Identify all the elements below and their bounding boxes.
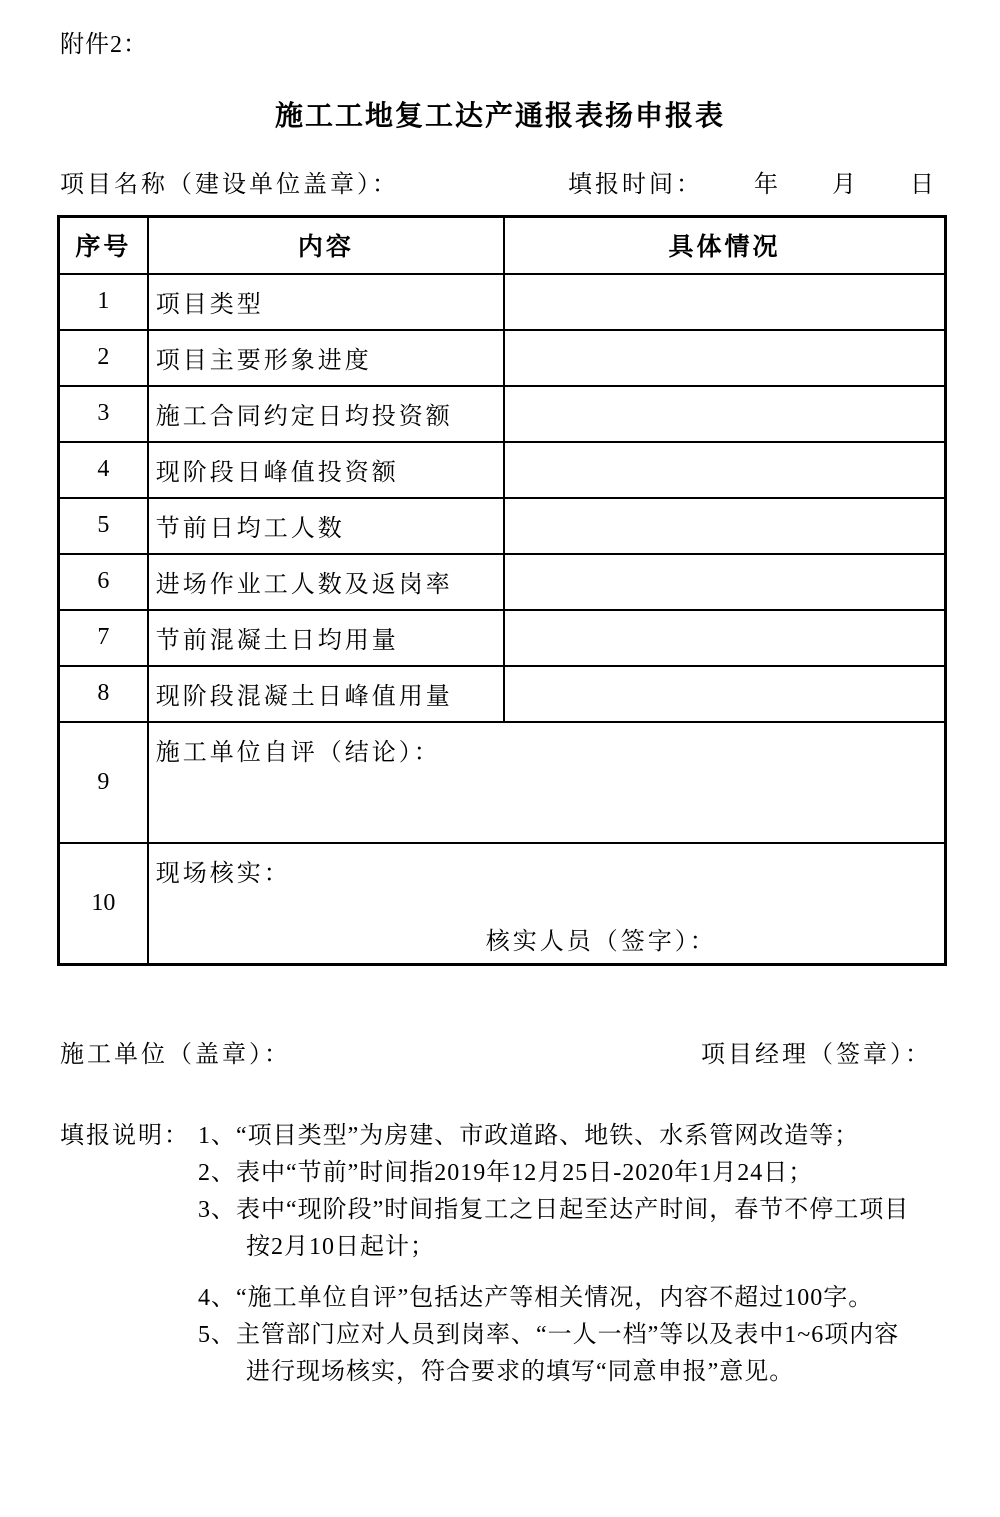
fill-time-label: 填报时间： [568,172,703,198]
header-content: 内容 [148,217,504,274]
row-no: 8 [59,666,148,722]
row-no: 7 [59,610,148,666]
note-number: 2、 [198,1160,236,1186]
note-number: 5、 [198,1322,236,1348]
note-number: 1、 [198,1123,236,1149]
site-verification-cell [148,843,946,965]
note-item-5 [198,1317,916,1391]
row-content: 节前混凝土日均用量 [148,610,504,666]
signature-line [60,1034,932,1069]
project-manager-sign-label: 项目经理（签章）： [701,1042,932,1068]
row-no: 6 [59,554,148,610]
row-content: 项目类型 [148,274,504,330]
meta-row [60,164,937,199]
row-no: 2 [59,330,148,386]
table-row [59,666,946,722]
application-form-table [57,215,947,966]
note-item-2 [198,1155,916,1192]
table-row [59,554,946,610]
row-no: 5 [59,498,148,554]
table-row [59,610,946,666]
self-evaluation-cell: 施工单位自评（结论）： [148,722,946,843]
note-item-1 [198,1118,916,1155]
detail-cell [504,274,946,330]
page-title: 施工工地复工达产通报表扬申报表 [274,101,725,132]
row-no: 10 [59,843,148,965]
year-label: 年 [754,172,781,198]
detail-cell [504,330,946,386]
row-no: 9 [59,722,148,843]
detail-cell [504,386,946,442]
table-row [59,442,946,498]
note-text: 表中“节前”时间指2019年12月25日-2020年1月24日； [236,1160,814,1186]
row-no: 3 [59,386,148,442]
row-content: 项目主要形象进度 [148,330,504,386]
row-content: 施工合同约定日均投资额 [148,386,504,442]
month-label: 月 [832,172,859,198]
project-name-label: 项目名称（建设单位盖章）： [60,172,399,198]
row-content: 进场作业工人数及返岗率 [148,554,504,610]
row-content: 现阶段日峰值投资额 [148,442,504,498]
table-row [59,274,946,330]
row-content: 现阶段混凝土日峰值用量 [148,666,504,722]
table-row [59,330,946,386]
table-row [59,498,946,554]
note-text: 表中“现阶段”时间指复工之日起至达产时间，春节不停工项目按2月10日起计； [236,1197,910,1260]
fill-time-group [568,164,937,199]
detail-cell [504,498,946,554]
note-text: “施工单位自评”包括达产等相关情况，内容不超过100字。 [236,1285,874,1311]
filling-instructions-list [198,1118,916,1391]
filling-instructions [60,1118,916,1391]
table-row-self-evaluation [59,722,946,843]
row-no: 1 [59,274,148,330]
verifier-signature-label: 核实人员（签字）： [485,928,717,955]
note-item-3 [198,1192,916,1266]
detail-cell [504,442,946,498]
note-number: 3、 [198,1197,236,1223]
note-number: 4、 [198,1285,236,1311]
table-row [59,386,946,442]
note-item-4 [198,1280,916,1317]
table-row-site-verification [59,843,946,965]
detail-cell [504,554,946,610]
construction-unit-seal-label: 施工单位（盖章）： [60,1042,291,1068]
header-no: 序号 [59,217,148,274]
detail-cell [504,666,946,722]
filling-instructions-label: 填报说明： [60,1123,190,1149]
table-header-row [59,217,946,274]
site-verification-label: 现场核实： [155,860,291,887]
row-content: 节前日均工人数 [148,498,504,554]
header-detail: 具体情况 [504,217,946,274]
day-label: 日 [910,172,937,198]
note-text: 主管部门应对人员到岗率、“一人一档”等以及表中1~6项内容进行现场核实，符合要求的填写“同意申报”意见。 [236,1322,900,1385]
detail-cell [504,610,946,666]
attachment-label: 附件2： [60,32,148,58]
row-no: 4 [59,442,148,498]
note-text: “项目类型”为房建、市政道路、地铁、水系管网改造等； [236,1123,860,1149]
